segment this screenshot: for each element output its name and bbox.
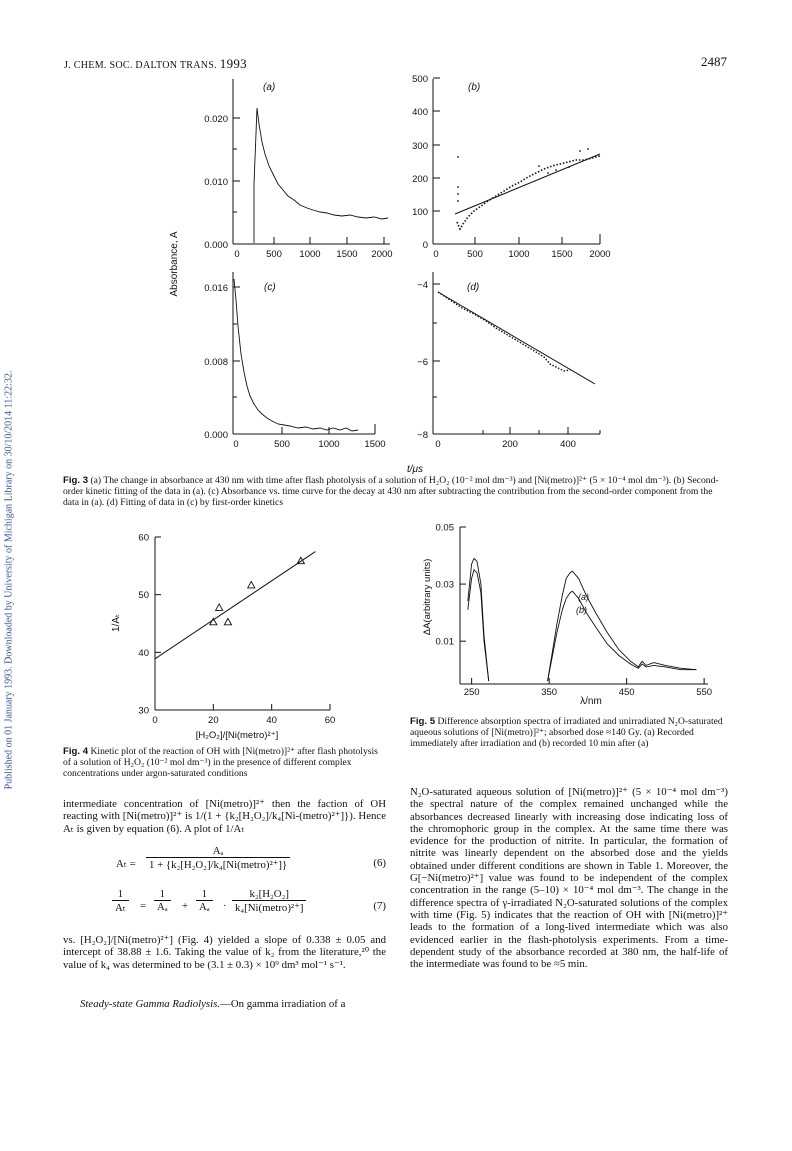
equation-6 [110,845,386,881]
fig3-a-ytick: 0.020 [204,114,228,125]
eq7-num-1: 1 [112,888,129,901]
section-heading: Steady-state Gamma Radiolysis. [80,998,221,1010]
left-col-para-3 [80,998,386,1010]
fig3-a-xtick: 1500 [336,249,358,260]
fig4-data-point [224,618,231,625]
fig3-b-ytick: 400 [412,107,428,118]
eq6-numerator: Aₐ [146,845,290,858]
fig4-xtick-label: 20 [208,715,219,726]
fig4-ylabel: 1/Aₜ [111,614,122,632]
fig3-b-xtick: 0 [433,249,439,260]
fig3-d-xtick: 400 [560,439,576,450]
fig3-a-xtick: 0 [234,249,240,260]
fig3-a-xtick: 2000 [371,249,393,260]
figure-3 [170,74,640,474]
fig4-caption-text: Kinetic plot of the reaction of OH with [Ni(metro)]²⁺ after flash photolysis of a solution of H₂O₂ (10⁻² mol dm⁻³) in the presence of different complex concentrations under argon-saturated conditions [63,746,378,779]
fig3-b-ytick: 100 [412,207,428,218]
fig3-a-xtick: 500 [266,249,282,260]
eq7-num-4: k₂[H₂O₂] [232,888,306,901]
fig5-ylabel: ΔA(arbitrary units) [422,558,433,636]
eq7-plus: + [182,900,189,912]
eq7-equals: = [140,900,147,912]
right-col-para-1: N₂O-saturated aqueous solution of [Ni(metro)]²⁺ (5 × 10⁻⁴ mol dm⁻³) the spectral nature of the complex remained unchanged while the absorbances decreased linearly with increasing dose indicating loss of the chromophoric group in the complex. At the same time there was evidence for the production of nitrite. In particular, the formation of nitrite was linearly dependent on the absorbed dose and the yields obtained under different conditions are shown in Table 1. Moreover, the G[−Ni(metro)²⁺] value was found to be independent of the complex concentration in the range (5–10) × 10⁻⁴ mol dm⁻³. The change in the difference spectra of γ-irradiated N₂O-saturated solutions of the complex with time (Fig. 5) indicates that the reaction of OH with [Ni(metro)]²⁺ leads to the formation of a long-lived intermediate which was also evidenced earlier in the flash-photolysis experiments. From a time-dependent study of the absorbance recorded at 380 nm, the half-life of the intermediate was found to be ≈5 min. [410,786,728,971]
fig4-caption [63,746,383,779]
fig4-xtick-label: 0 [152,715,158,726]
fig3-b-ytick: 200 [412,174,428,185]
fig4-ytick-label: 50 [138,590,149,602]
fig3-caption-text: (a) The change in absorbance at 430 nm with time after flash photolysis of a solution of H₂O₂ (10⁻² mol dm⁻³) and [Ni(metro)]²⁺ (5 × 10⁻⁴ mol dm⁻³). (b) Second-order kinetic fitting of the data in (a). (c) Absorbance vs. time curve for the decay at 430 nm after subtracting the contribution from the second-order component from the data in (a). (d) Fitting of data in (c) by first-order kinetics [63,475,719,508]
fig3-d-ytick: −8 [417,430,428,441]
eq7-term-2 [154,888,171,913]
fig4-xtick-label: 60 [324,715,336,726]
fig3-d-fit-line [438,292,595,384]
fig3-panel-a [204,79,392,260]
fig5-label-a: (a) [578,592,589,602]
fig3-c-xtick: 500 [274,439,290,450]
eq7-term-4 [232,888,306,914]
fig3-c-xtick: 1000 [318,439,340,450]
fig5-xlabel: λ/nm [580,696,602,707]
fig4-fit-line [155,552,315,659]
fig3-caption-label: Fig. 3 [63,475,89,486]
fig3-a-ytick: 0.000 [204,240,228,251]
fig3-c-xtick: 0 [233,439,239,450]
fig3-c-ytick: 0.008 [204,357,228,368]
eq6-fraction [146,845,290,871]
fig5-series-b-uv-band [468,570,489,681]
fig4-data-point [216,604,223,611]
page-number: 2487 [701,54,727,69]
fig5-xtick-label: 550 [696,687,713,698]
fig3-c-trace [234,279,358,431]
fig5-series-b-vis-band [548,591,697,681]
fig3-label-c: (c) [264,282,276,293]
journal-header [64,56,247,72]
fig3-b-xtick: 1000 [508,249,530,260]
eq7-number: (7) [373,900,386,912]
left-col-para-1: intermediate concentration of [Ni(metro)]²⁺ then the faction of OH reacting with [Ni(metro)]²⁺ is 1/(1 + {k₂[H₂O₂]/k₄[Ni-(metro)²⁺]}). Hence Aₜ is given by equation (6). A plot of 1/Aₜ [63,798,386,835]
fig3-b-xtick: 1500 [551,249,573,260]
fig3-panel-b [412,74,610,260]
fig3-c-ytick: 0.016 [204,283,228,294]
fig3-panel-c [204,272,385,450]
fig5-xtick-label: 450 [618,687,635,698]
fig5-caption [410,716,728,749]
equation-7 [110,888,386,926]
download-notice: Published on 01 January 1993. Downloaded by University of Michigan Library on 30/10/2014 11:22:32. [3,370,15,790]
fig3-xlabel: t/μs [406,464,424,475]
fig4-xtick-label: 40 [266,715,277,726]
fig3-panel-d [417,272,600,450]
fig3-label-b: (b) [468,82,481,93]
eq7-term-3 [196,888,213,913]
fig3-a-trace [254,108,388,243]
fig3-label-a: (a) [263,82,276,93]
section-text: —On gamma irradiation of a [220,998,346,1010]
eq7-term-1 [112,888,129,914]
fig5-caption-text: Difference absorption spectra of irradiated and unirradiated N₂O-saturated aqueous solutions of [Ni(metro)]²⁺; absorbed dose ≈140 Gy. (a) Recorded immediately after irradiation and (b) recorded 10 min after (a) [410,716,723,749]
fig5-xtick-label: 250 [463,687,480,698]
fig3-c-ytick: 0.000 [204,430,228,441]
fig5-xtick-label: 350 [541,687,558,698]
journal-year: 1993 [219,56,247,71]
fig3-b-ytick: 300 [412,141,428,152]
fig5-label-b: (b) [576,605,587,615]
fig4-xlabel: [H₂O₂]/[Ni(metro)²⁺] [195,730,279,741]
fig4-data-point [248,581,255,588]
fig3-b-data [457,156,600,229]
eq6-number: (6) [373,857,386,869]
fig3-d-xtick: 200 [502,439,518,450]
journal-name: J. CHEM. SOC. DALTON TRANS. [64,60,217,71]
eq7-den-2: Aₐ [157,901,168,913]
fig3-a-xtick: 1000 [299,249,321,260]
left-col-para-2: vs. [H₂O₂]/[Ni(metro)²⁺] (Fig. 4) yielded a slope of 0.338 ± 0.05 and intercept of 38.88 ± 1.6. Taking the value of k₂ from the literature,²⁰ the value of k₄ was determined to be (3.1 ± 0.3) × 10⁹ dm³ mol⁻¹ s⁻¹. [63,934,386,971]
fig3-d-ytick: −6 [417,357,428,368]
fig3-caption [63,475,728,508]
fig5-ytick-label: 0.05 [435,522,454,534]
fig5-caption-label: Fig. 5 [410,716,436,727]
fig4-caption-label: Fig. 4 [63,746,89,757]
fig3-ylabel: Absorbance, A [169,231,180,297]
eq6-lhs: Aₜ = [116,858,136,870]
fig3-b-xtick: 2000 [589,249,611,260]
eq7-den-1: Aₜ [115,902,126,914]
fig3-b-xtick: 500 [467,249,483,260]
fig5-ytick-label: 0.03 [435,579,454,591]
eq7-den-3: Aₐ [199,901,210,913]
fig3-d-xtick: 0 [435,439,441,450]
eq6-denominator: 1 + {k₂[H₂O₂]/k₄[Ni(metro)²⁺]} [149,859,288,871]
fig3-a-ytick: 0.010 [204,177,228,188]
fig3-c-xtick: 1500 [364,439,386,450]
fig3-b-ytick: 500 [412,74,428,85]
fig3-b-ytick: 0 [422,240,428,251]
fig3-b-fit-line [455,154,600,214]
eq7-dot: · [223,900,227,912]
fig4-ytick-label: 40 [138,647,149,659]
fig4-ytick-label: 30 [138,705,149,717]
eq7-num-3: 1 [196,888,213,901]
fig3-label-d: (d) [467,282,480,293]
eq7-num-2: 1 [154,888,171,901]
eq7-den-4: k₄[Ni(metro)²⁺] [235,902,304,914]
figure-5 [410,522,720,707]
fig4-ytick-label: 60 [138,532,149,544]
fig5-ytick-label: 0.01 [435,636,454,648]
fig3-d-ytick: −4 [417,280,428,291]
fig5-series-a-vis-band [548,571,697,681]
figure-4 [105,525,345,741]
